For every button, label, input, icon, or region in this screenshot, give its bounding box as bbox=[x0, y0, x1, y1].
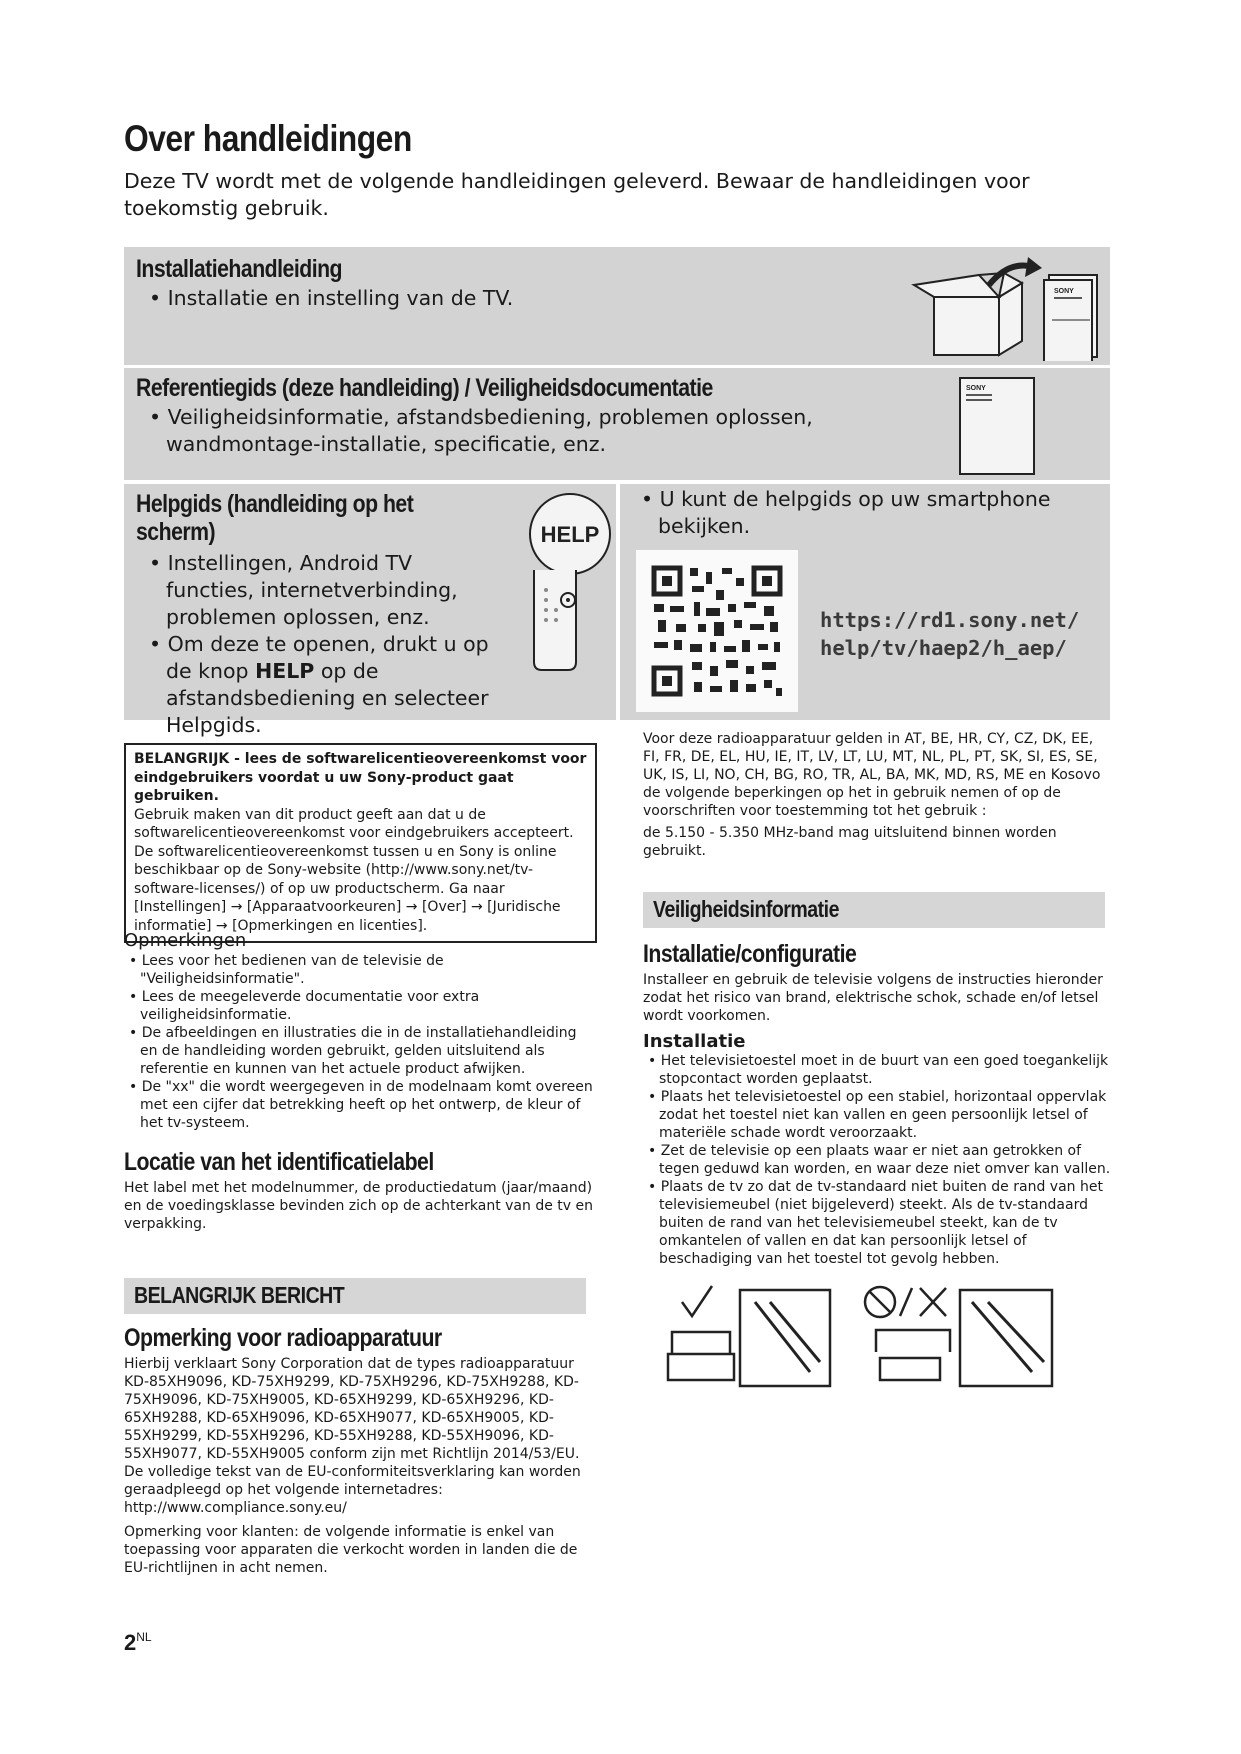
intro-text: Deze TV wordt met de volgende handleidingen geleverd. Bewaar de handleidingen voor toekomstig gebruik. bbox=[124, 169, 1030, 220]
check-icon bbox=[682, 1286, 712, 1316]
box-help-guide-bullet2 bbox=[136, 631, 496, 739]
radio-p1: Hierbij verklaart Sony Corporation dat de types radioapparatuur KD-85XH9096, KD-75XH9299, KD-75XH9296, KD-75XH9288, KD-75XH9096, KD-75XH9005, KD-65XH9299, KD-65XH9296, KD-65XH9288, KD-65XH9096, KD-65XH9077, KD-65XH9005, KD-55XH9299, KD-55XH9296, KD-55XH9288, KD-55XH9096, KD-55XH9077, KD-55XH9005 conform zijn met Richtlijn 2014/53/EU. De volledige tekst van de EU-conformiteitsverklaring kan worden geraadpleegd op het volgende internetadres: http://www.compliance.sony.eu/ bbox=[124, 1356, 581, 1516]
notes-item: • Lees voor het bedienen van de televisie de "Veiligheidsinformatie". bbox=[129, 953, 444, 987]
box-reference-guide bbox=[124, 368, 1110, 480]
notes-item: • De "xx" die wordt weergegeven in de modelnaam komt overeen met een cijfer dat betrekking heeft op het ontwerp, de kleur of het tv-systeem. bbox=[129, 1079, 593, 1131]
safety-info-bar bbox=[643, 892, 1105, 928]
box-installation-guide-title: Installatiehandleiding bbox=[136, 255, 343, 283]
reference-manual-icon bbox=[954, 376, 1038, 476]
software-license-notice bbox=[124, 743, 597, 943]
important-notice-title: BELANGRIJK BERICHT bbox=[134, 1282, 345, 1308]
label-location-text: Het label met het modelnummer, de productiedatum (jaar/maand) en de voedingsklasse bevinden zich op de achterkant van de tv en verpakking. bbox=[124, 1180, 593, 1232]
safety-info-title: Veiligheidsinformatie bbox=[653, 896, 839, 922]
bullet2-pre: • Om deze te openen, drukt u op de knop bbox=[149, 632, 489, 683]
license-bold-line: BELANGRIJK - lees de softwarelicentieovereenkomst voor eindgebruikers voordat u uw Sony-product gaat gebruiken. bbox=[134, 751, 587, 804]
smartphone-help-bullet: • U kunt de helpgids op uw smartphone bekijken. bbox=[641, 487, 1051, 538]
bullet2-post: op de afstandsbediening en selecteer Helpgids. bbox=[166, 659, 489, 737]
incorrect-placement bbox=[865, 1287, 1052, 1386]
remote-help-icon bbox=[524, 490, 616, 676]
box-with-manual-icon bbox=[904, 255, 1104, 361]
box-installation-guide bbox=[124, 247, 1110, 365]
box2-icon-brand: SONY bbox=[966, 385, 986, 392]
help-url-line1: https://rd1.sony.net/ bbox=[820, 608, 1080, 632]
installation-item: • Plaats het televisietoestel op een stabiel, horizontaal oppervlak zodat het toestel niet kan vallen en geen persoonlijk letsel of materiële schade wordt veroorzaakt. bbox=[648, 1089, 1107, 1141]
radio-heading: Opmerking voor radioapparatuur bbox=[124, 1324, 442, 1352]
help-badge-label: HELP bbox=[540, 522, 600, 547]
qr-code-icon bbox=[636, 550, 798, 712]
license-p1: Gebruik maken van dit product geeft aan dat u de softwarelicentieovereenkomst voor eindgebruikers accepteert. bbox=[134, 806, 574, 841]
installation-section bbox=[643, 940, 1113, 1268]
qr-code-frame bbox=[636, 550, 798, 712]
radio-p2: Opmerking voor klanten: de volgende informatie is enkel van toepassing voor apparaten die verkocht worden in landen die de EU-richtlijnen in acht nemen. bbox=[124, 1524, 578, 1576]
cross-icon bbox=[920, 1288, 946, 1316]
installation-intro: Installeer en gebruik de televisie volgens de instructies hieronder zodat het risico van brand, elektrische schok, schade en/of letsel wordt voorkomen. bbox=[643, 972, 1103, 1024]
box1-icon-brand: SONY bbox=[1054, 288, 1074, 295]
help-key-label: HELP bbox=[255, 659, 315, 683]
notes-item: • De afbeeldingen en illustraties die in de installatiehandleiding en de handleiding worden gebruikt, gelden uitsluitend als referentie en kunnen van het actuele product afwijken. bbox=[129, 1025, 577, 1077]
page-number bbox=[124, 1630, 152, 1656]
notes-list bbox=[124, 952, 594, 1132]
installation-list bbox=[643, 1052, 1113, 1268]
box-installation-guide-bullet: • Installatie en instelling van de TV. bbox=[149, 286, 514, 310]
installation-subheading: Installatie bbox=[643, 1031, 746, 1052]
license-p2: De softwarelicentieovereenkomst tussen u en Sony is online beschikbaar op de Sony-website (http://www.sony.net/tv-software-licenses/) of op uw productscherm. Ga naar [Instellingen] → [Apparaatvoorkeuren] → [Over] → [Juridische informatie] → [Opmerkingen en licenties]. bbox=[134, 843, 561, 934]
installation-item: • Het televisietoestel moet in de buurt van een goed toegankelijk stopcontact worden geplaatst. bbox=[648, 1053, 1109, 1087]
help-url-line2: help/tv/haep2/h_aep/ bbox=[820, 636, 1067, 660]
radio-restrictions-p1: Voor deze radioapparatuur gelden in AT, BE, HR, CY, CZ, DK, EE, FI, FR, DE, EL, HU, IE, IT, LV, LT, LU, MT, NL, PL, PT, SK, SI, ES, SE, UK, IS, LI, NO, CH, BG, RO, TR, AL, BA, MK, MD, RS, ME en Kosovo de volgende beperkingen op het in gebruik nemen of op de voorschriften voor toestemming tot het gebruik : bbox=[643, 731, 1101, 819]
important-notice-bar bbox=[124, 1278, 586, 1314]
page-number-value: 2 bbox=[124, 1630, 137, 1655]
installation-item: • Zet de televisie op een plaats waar er niet aan getrokken of tegen geduwd kan worden, en waar deze niet omver kan vallen. bbox=[648, 1143, 1111, 1177]
box-help-guide bbox=[124, 484, 616, 737]
installation-config-heading: Installatie/configuratie bbox=[643, 940, 857, 968]
box-reference-guide-bullet: • Veiligheidsinformatie, afstandsbediening, problemen oplossen, wandmontage-installatie, specificatie, enz. bbox=[149, 405, 813, 456]
notes-section bbox=[124, 930, 594, 1132]
box-help-guide-bullet1: • Instellingen, Android TV functies, internetverbinding, problemen oplossen, enz. bbox=[149, 551, 458, 629]
installation-item: • Plaats de tv zo dat de tv-standaard niet buiten de rand van het televisiemeubel (niet bijgeleverd) steekt. Als de tv-standaard buiten de rand van het televisiemeubel steekt, kan de tv omkantelen of vallen en dat kan persoonlijk letsel of beschadiging van het toestel tot gevolg hebben. bbox=[648, 1179, 1103, 1267]
radio-restrictions-p2: de 5.150 - 5.350 MHz-band mag uitsluitend binnen worden gebruikt. bbox=[643, 825, 1057, 859]
help-url bbox=[820, 606, 1079, 662]
notes-item: • Lees de meegeleverde documentatie voor extra veiligheidsinformatie. bbox=[129, 989, 480, 1023]
page-title: Over handleidingen bbox=[124, 118, 412, 159]
box-smartphone-help bbox=[620, 484, 1110, 720]
radio-restrictions bbox=[643, 730, 1113, 860]
label-location-section bbox=[124, 1148, 594, 1233]
page-language: NL bbox=[136, 1630, 152, 1644]
radio-section bbox=[124, 1324, 594, 1577]
box-reference-guide-title: Referentiegids (deze handleiding) / Veiligheidsdocumentatie bbox=[136, 374, 713, 402]
correct-placement bbox=[668, 1286, 830, 1386]
label-location-heading: Locatie van het identificatielabel bbox=[124, 1148, 434, 1176]
tv-stand-illustration bbox=[660, 1282, 1100, 1392]
notes-heading: Opmerkingen bbox=[124, 930, 247, 951]
box-help-guide-title: Helpgids (handleiding op het scherm) bbox=[136, 490, 414, 546]
